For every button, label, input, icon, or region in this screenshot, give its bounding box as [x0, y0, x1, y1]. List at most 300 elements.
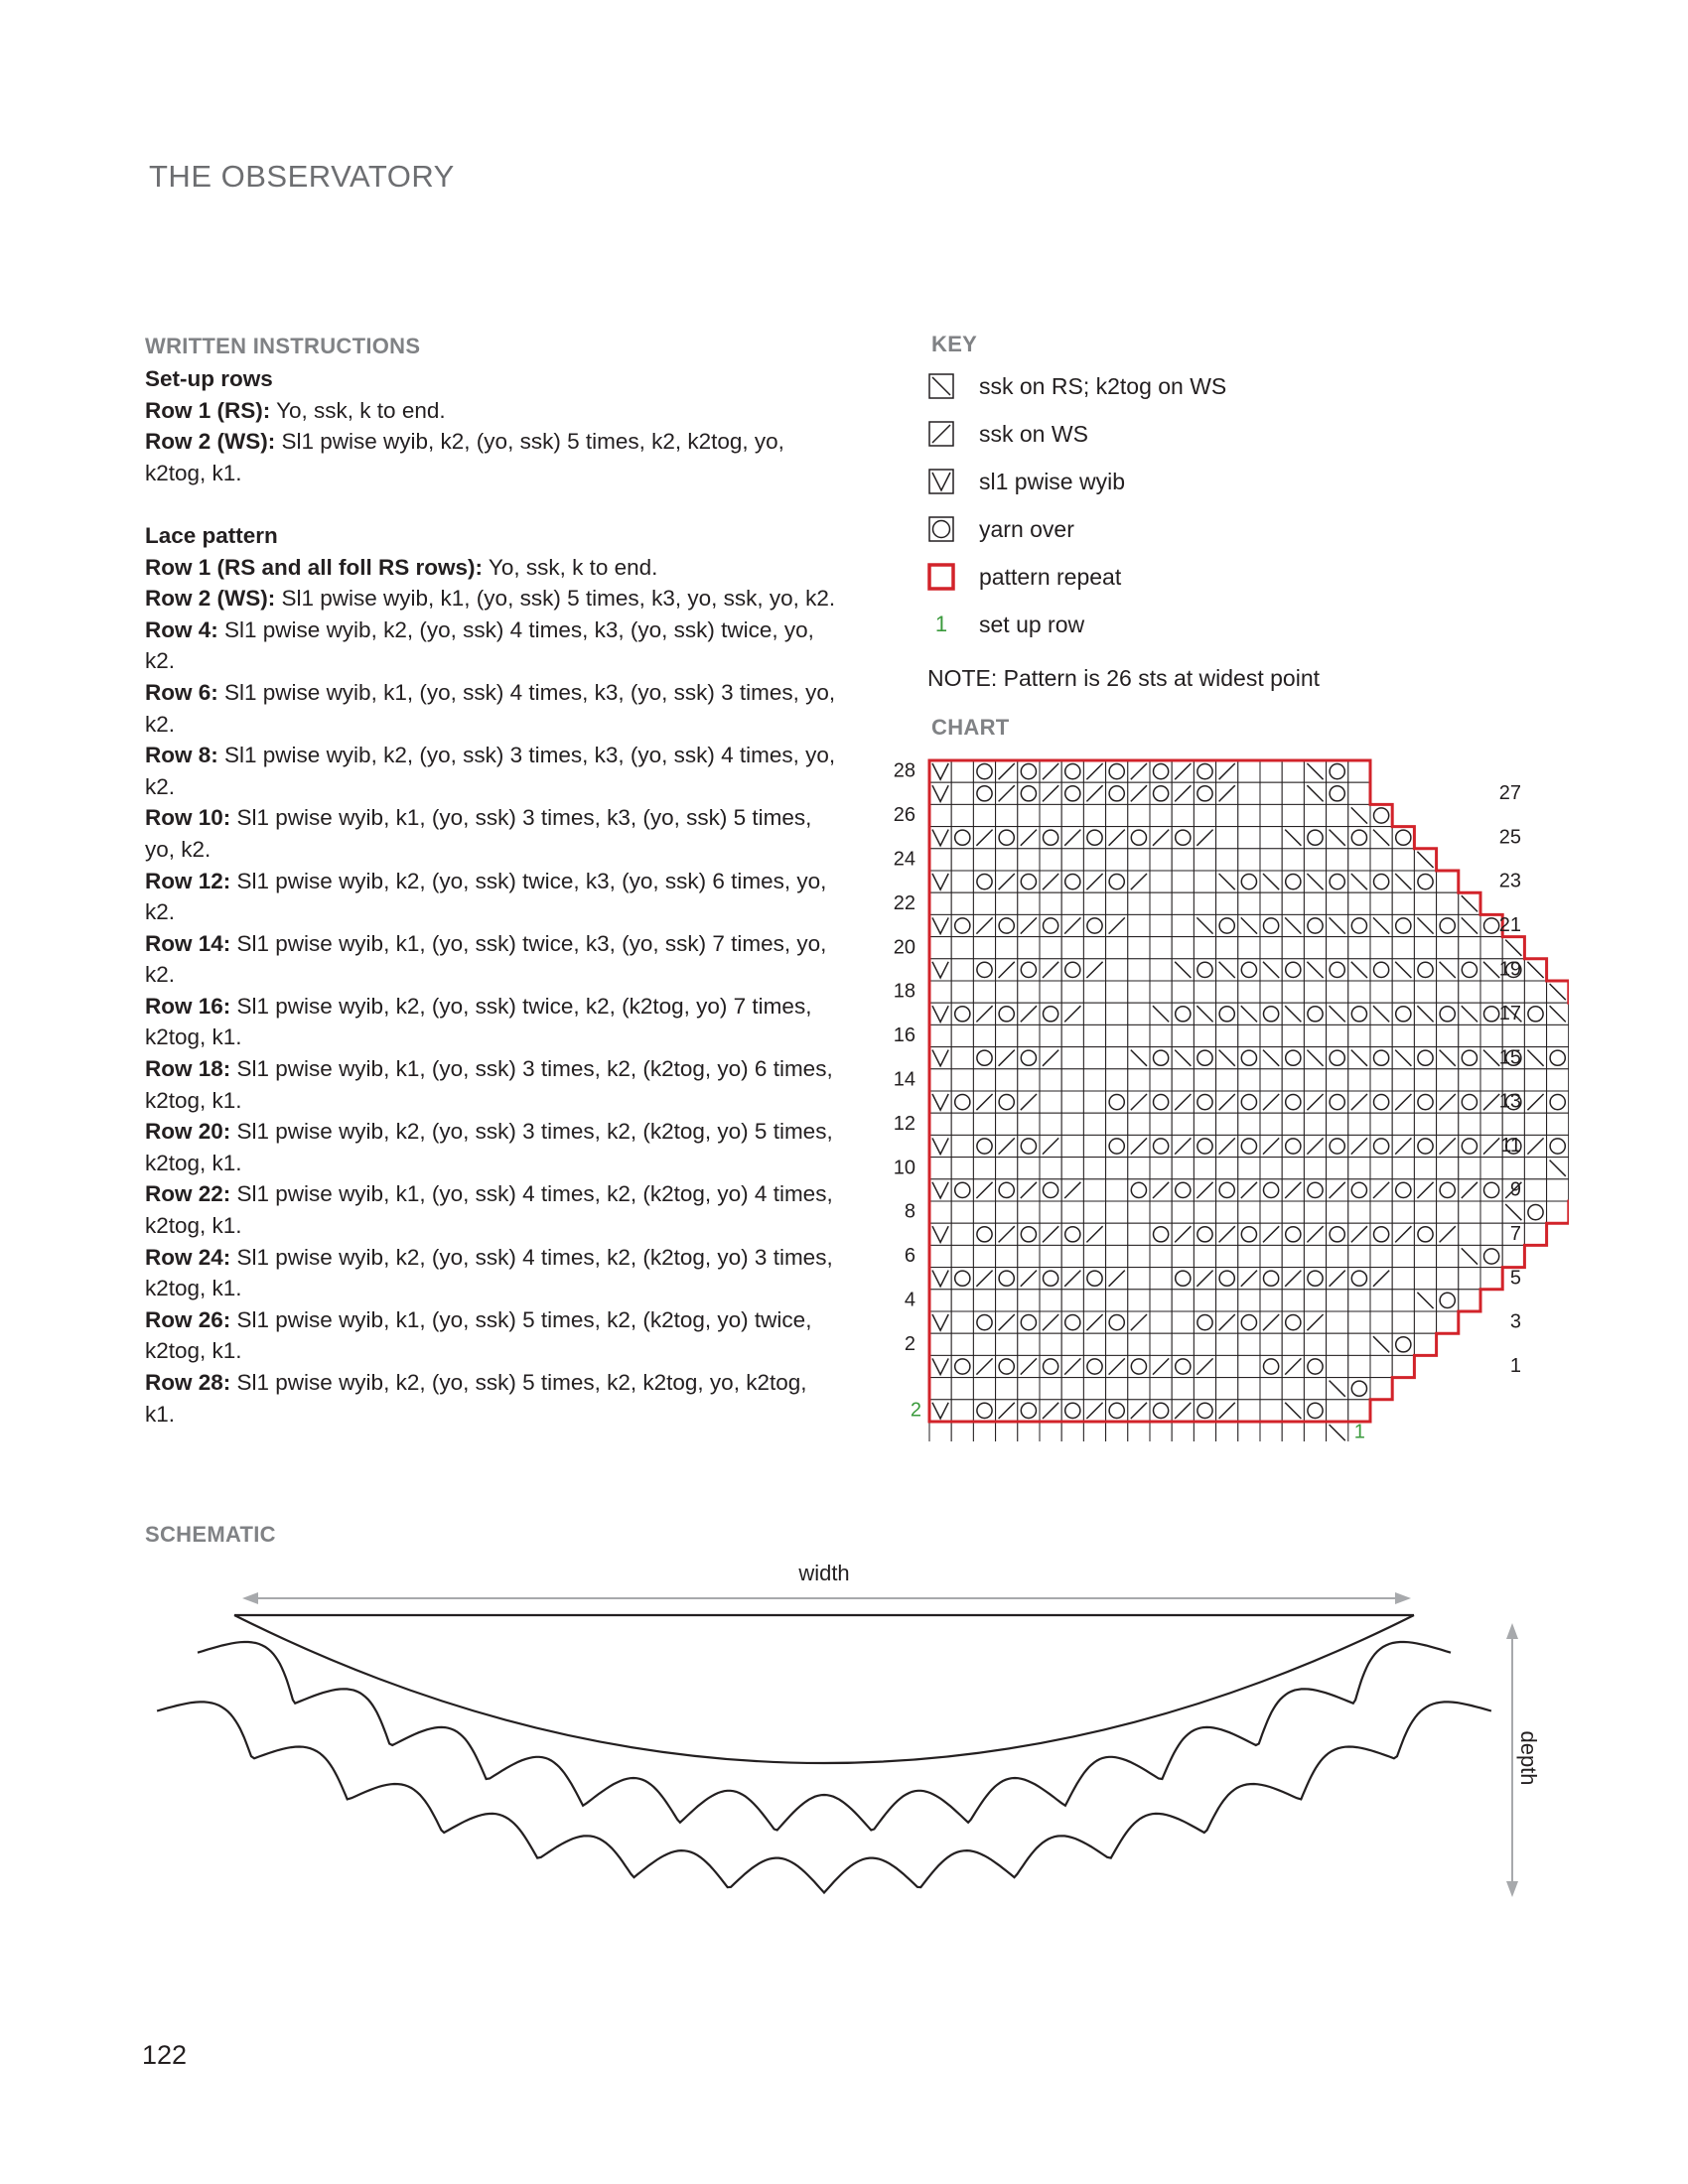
chart-cell	[1150, 1245, 1172, 1267]
chart-cell	[951, 1400, 973, 1422]
chart-cell	[1083, 1201, 1105, 1223]
row-number-left: 16	[893, 1024, 915, 1047]
instruction-row	[145, 552, 840, 584]
written-instructions-heading: WRITTEN INSTRUCTIONS	[145, 334, 421, 358]
chart-cell	[1172, 937, 1194, 959]
row-number-right: 19	[1498, 958, 1521, 981]
chart-cell	[1260, 1245, 1282, 1267]
chart-cell	[1150, 1378, 1172, 1400]
chart-cell	[1282, 760, 1304, 782]
chart-cell	[1260, 1069, 1282, 1091]
chart-cell	[1150, 849, 1172, 871]
chart-cell	[1502, 1158, 1524, 1179]
chart-cell	[1392, 1268, 1414, 1290]
chart-cell	[1260, 937, 1282, 959]
row-label: Row 1 (RS):	[145, 397, 271, 423]
chart-cell	[1437, 1245, 1459, 1267]
circle-icon	[927, 515, 955, 543]
chart-cell	[1370, 1245, 1392, 1267]
chart-cell	[1370, 1158, 1392, 1179]
chart-cell	[1150, 959, 1172, 981]
row-label: Row 1 (RS and all foll RS rows):	[145, 554, 484, 580]
key-item	[927, 512, 1074, 546]
chart-cell	[1018, 849, 1040, 871]
chart-cell	[1392, 1113, 1414, 1135]
chart-cell	[1172, 1378, 1194, 1400]
chart-cell	[1260, 1024, 1282, 1046]
chart-cell	[1327, 1201, 1348, 1223]
chart-cell	[1238, 1355, 1260, 1377]
chart-cell	[1106, 1158, 1128, 1179]
row-number-right: 1	[1509, 1355, 1521, 1378]
chart-cell	[1106, 937, 1128, 959]
row-text: Sl1 pwise wyib, k2, (yo, ssk) 4 times, k3, (yo, ssk) twice, yo, k2.	[145, 616, 814, 674]
chart-cell	[1106, 1378, 1128, 1400]
instruction-row	[145, 1242, 840, 1304]
chart-cell	[1370, 1201, 1392, 1223]
row-number-left: 4	[904, 1289, 915, 1311]
chart-cell	[1106, 1422, 1128, 1441]
chart-cell	[1327, 1024, 1348, 1046]
chart-cell	[1327, 937, 1348, 959]
chart-cell	[929, 1024, 951, 1046]
chart-cell	[1480, 1024, 1502, 1046]
chart-cell	[1414, 1311, 1436, 1333]
chart-cell	[951, 1047, 973, 1069]
chart-cell	[973, 981, 995, 1003]
row-number-left: 10	[893, 1157, 915, 1179]
chart-cell	[1172, 1245, 1194, 1267]
setup-heading: Set-up rows	[145, 366, 273, 391]
chart-cell	[1392, 937, 1414, 959]
chart-cell	[951, 782, 973, 804]
chart-cell	[1216, 937, 1238, 959]
chart-cell	[1172, 871, 1194, 892]
chart-cell	[1172, 1113, 1194, 1135]
chart-cell	[1106, 959, 1128, 981]
chart-cell	[1238, 892, 1260, 914]
v-icon	[927, 468, 955, 495]
row-number-right: 13	[1498, 1090, 1521, 1113]
chart-cell	[1260, 1113, 1282, 1135]
chart-cell	[1018, 1158, 1040, 1179]
row-number-left: 8	[904, 1200, 915, 1223]
chart-cell	[1150, 1201, 1172, 1223]
chart-cell	[929, 1333, 951, 1355]
chart-cell	[973, 804, 995, 826]
shawl-schematic	[139, 1554, 1549, 1931]
chart-cell	[1061, 1113, 1083, 1135]
chart-cell	[996, 1069, 1018, 1091]
chart-cell	[1414, 1113, 1436, 1135]
row-text: Sl1 pwise wyib, k2, (yo, ssk) 4 times, k2, (k2tog, yo) 3 times, k2tog, k1.	[145, 1244, 833, 1301]
chart-cell	[1216, 827, 1238, 849]
chart-cell	[929, 1245, 951, 1267]
row-number-left: 22	[893, 891, 915, 914]
chart-cell	[1282, 1069, 1304, 1091]
chart-cell	[1083, 1378, 1105, 1400]
chart-cell	[1327, 892, 1348, 914]
chart-cell	[1524, 1223, 1546, 1245]
chart-cell	[1370, 1311, 1392, 1333]
chart-cell	[1414, 1158, 1436, 1179]
chart-cell	[1260, 981, 1282, 1003]
chart-cell	[973, 1113, 995, 1135]
chart-cell	[1392, 1069, 1414, 1091]
chart-cell	[929, 892, 951, 914]
chart-cell	[996, 849, 1018, 871]
chart-cell	[1194, 1158, 1215, 1179]
chart-cell	[1083, 1135, 1105, 1157]
chart-cell	[1194, 1245, 1215, 1267]
chart-cell	[1128, 1290, 1150, 1311]
chart-cell	[1392, 1158, 1414, 1179]
chart-cell	[1106, 1003, 1128, 1024]
chart-cell	[1216, 892, 1238, 914]
chart-cell	[1083, 804, 1105, 826]
chart-cell	[1370, 1378, 1392, 1400]
row-label: Row 18:	[145, 1056, 231, 1082]
chart-cell	[1083, 1245, 1105, 1267]
instruction-row	[145, 1178, 840, 1241]
chart-cell	[1370, 1290, 1392, 1311]
chart-cell	[1437, 937, 1459, 959]
chart-cell	[1282, 1024, 1304, 1046]
setup-row-number-right: 1	[1353, 1421, 1365, 1441]
row-text: Sl1 pwise wyib, k1, (yo, ssk) 4 times, k2, (k2tog, yo) 4 times, k2tog, k1.	[145, 1181, 833, 1239]
chart-cell	[1414, 1024, 1436, 1046]
chart-cell	[1040, 1113, 1061, 1135]
chart-cell	[929, 1290, 951, 1311]
chart-cell	[1414, 937, 1436, 959]
chart-cell	[1459, 1069, 1480, 1091]
row-text: Sl1 pwise wyib, k1, (yo, ssk) 3 times, k2, (k2tog, yo) 6 times, k2tog, k1.	[145, 1056, 833, 1113]
shawl-outline	[157, 1615, 1491, 1893]
chart-cell	[1392, 892, 1414, 914]
key-label: ssk on WS	[979, 420, 1088, 447]
chart-cell	[1150, 1268, 1172, 1290]
chart-cell	[1061, 1135, 1083, 1157]
chart-cell	[1304, 1158, 1326, 1179]
running-head: THE OBSERVATORY	[149, 159, 455, 194]
chart-cell	[1238, 1400, 1260, 1422]
chart-cell	[1524, 981, 1546, 1003]
chart-cell	[1304, 804, 1326, 826]
chart-cell	[1106, 1069, 1128, 1091]
chart-cell	[1437, 1268, 1459, 1290]
chart-cell	[1128, 1201, 1150, 1223]
chart-cell	[1083, 849, 1105, 871]
chart-cell	[973, 849, 995, 871]
chart-cell	[1172, 1024, 1194, 1046]
chart-cell	[951, 1333, 973, 1355]
row-text: Sl1 pwise wyib, k2, (yo, ssk) twice, k3, (yo, ssk) 6 times, yo, k2.	[145, 868, 827, 925]
chart-cell	[1304, 1113, 1326, 1135]
row-label: Row 26:	[145, 1306, 231, 1332]
instruction-row	[145, 928, 840, 991]
chart-cell	[1370, 981, 1392, 1003]
chart-cell	[1437, 1311, 1459, 1333]
chart-cell	[1150, 1113, 1172, 1135]
chart-cell	[1348, 760, 1370, 782]
chart-cell	[1348, 1290, 1370, 1311]
chart-cell	[1304, 1290, 1326, 1311]
chart-cell	[1370, 849, 1392, 871]
instruction-row	[145, 1367, 840, 1430]
chart-cell	[1194, 937, 1215, 959]
chart-cell	[1128, 1223, 1150, 1245]
chart-cell	[951, 1311, 973, 1333]
chart-cell	[1480, 1069, 1502, 1091]
chart-cell	[1238, 981, 1260, 1003]
chart-cell	[1194, 1290, 1215, 1311]
chart-cell	[1480, 981, 1502, 1003]
chart-cell	[1370, 1113, 1392, 1135]
chart-cell	[1194, 892, 1215, 914]
chart-cell	[1128, 1422, 1150, 1441]
chart-cell	[1480, 1113, 1502, 1135]
chart-cell	[1327, 1069, 1348, 1091]
row-number-right: 9	[1509, 1178, 1521, 1201]
chart-cell	[1194, 1024, 1215, 1046]
chart-cell	[1459, 1113, 1480, 1135]
chart-cell	[1524, 1069, 1546, 1091]
chart-cell	[1502, 981, 1524, 1003]
chart-cell	[1216, 1113, 1238, 1135]
chart-cell	[1437, 892, 1459, 914]
row-number-left: 14	[893, 1068, 915, 1091]
chart-cell	[1106, 1113, 1128, 1135]
chart-cell	[1348, 1311, 1370, 1333]
chart-cell	[1216, 1024, 1238, 1046]
chart-cell	[1414, 1268, 1436, 1290]
chart-cell	[1238, 1069, 1260, 1091]
row-label: Row 20:	[145, 1119, 231, 1145]
setup-rows	[145, 395, 840, 489]
key-item	[927, 608, 1085, 641]
row-text: Sl1 pwise wyib, k2, (yo, ssk) 3 times, k2, (k2tog, yo) 5 times, k2tog, k1.	[145, 1119, 833, 1175]
chart-cell	[951, 1024, 973, 1046]
chart-cell	[1437, 1158, 1459, 1179]
chart-cell	[1083, 1179, 1105, 1201]
chart-cell	[1106, 981, 1128, 1003]
chart-cell	[1282, 1290, 1304, 1311]
chart-cell	[951, 937, 973, 959]
chart-cell	[1061, 981, 1083, 1003]
chart-cell	[996, 892, 1018, 914]
chart-cell	[1480, 1158, 1502, 1179]
chart-cell	[1128, 1333, 1150, 1355]
key-label: sl1 pwise wyib	[979, 468, 1125, 494]
chart-cell	[1437, 871, 1459, 892]
chart-cell	[1106, 849, 1128, 871]
chart-cell	[1459, 1290, 1480, 1311]
chart-cell	[1480, 1223, 1502, 1245]
chart-cell	[1216, 1158, 1238, 1179]
chart-cell	[1238, 1113, 1260, 1135]
chart-cell	[1348, 782, 1370, 804]
chart-cell	[996, 937, 1018, 959]
chart-cell	[1238, 1245, 1260, 1267]
chart-cell	[1238, 1422, 1260, 1441]
row-number-right: 15	[1498, 1046, 1521, 1069]
chart-cell	[1040, 1290, 1061, 1311]
row-text: Sl1 pwise wyib, k1, (yo, ssk) twice, k3, (yo, ssk) 7 times, yo, k2.	[145, 930, 827, 988]
chart-cell	[973, 892, 995, 914]
row-text: Yo, ssk, k to end.	[483, 554, 658, 580]
lace-rows	[145, 552, 840, 1431]
chart-cell	[1128, 1268, 1150, 1290]
chart-cell	[951, 1201, 973, 1223]
chart-cell	[1128, 914, 1150, 936]
chart-cell	[1106, 1223, 1128, 1245]
row-label: Row 2 (WS):	[145, 429, 276, 455]
chart-cell	[1414, 1069, 1436, 1091]
row-label: Row 4:	[145, 616, 218, 642]
knitting-chart	[854, 747, 1569, 1441]
chart-cell	[1392, 1290, 1414, 1311]
instruction-row	[145, 1053, 840, 1116]
chart-cell	[1106, 1201, 1128, 1223]
chart-cell	[1150, 1290, 1172, 1311]
chart-cell	[1524, 1113, 1546, 1135]
chart-cell	[1194, 1333, 1215, 1355]
chart-cell	[1150, 937, 1172, 959]
instruction-row	[145, 802, 840, 865]
chart-cell	[1304, 1378, 1326, 1400]
chart-cell	[1061, 1422, 1083, 1441]
chart-cell	[1018, 1333, 1040, 1355]
chart-cell	[1040, 981, 1061, 1003]
backslash-icon	[927, 372, 955, 400]
chart-cell	[1327, 849, 1348, 871]
chart-cell	[1040, 1069, 1061, 1091]
chart-cell	[1083, 1003, 1105, 1024]
chart-cell	[1040, 1422, 1061, 1441]
chart-cell	[1061, 1091, 1083, 1113]
chart-cell	[1238, 804, 1260, 826]
chart-cell	[1216, 1201, 1238, 1223]
row-number-left: 2	[904, 1332, 915, 1355]
chart-cell	[1216, 1355, 1238, 1377]
row-number-left: 6	[904, 1245, 915, 1268]
chart-cell	[929, 1201, 951, 1223]
chart-cell	[1304, 1201, 1326, 1223]
chart-cell	[1172, 1333, 1194, 1355]
chart-cell	[1524, 1158, 1546, 1179]
chart-cell	[951, 1069, 973, 1091]
chart-cell	[1040, 892, 1061, 914]
chart-cell	[1348, 892, 1370, 914]
row-number-left: 28	[893, 759, 915, 782]
chart-cell	[1083, 1091, 1105, 1113]
chart-cell	[1502, 1245, 1524, 1267]
chart-cell	[1348, 1201, 1370, 1223]
chart-cell	[1040, 1245, 1061, 1267]
chart-cell	[1061, 1047, 1083, 1069]
pattern-note: NOTE: Pattern is 26 sts at widest point	[927, 665, 1320, 691]
chart-cell	[996, 804, 1018, 826]
chart-cell	[1414, 981, 1436, 1003]
chart-cell	[1524, 1179, 1546, 1201]
chart-cell	[929, 1378, 951, 1400]
chart-cell	[1216, 1422, 1238, 1441]
chart-cell	[1304, 892, 1326, 914]
chart-cell	[1414, 1245, 1436, 1267]
row-text: Sl1 pwise wyib, k1, (yo, ssk) 3 times, k3, (yo, ssk) 5 times, yo, k2.	[145, 805, 812, 862]
chart-cell	[1260, 1333, 1282, 1355]
chart-cell	[1238, 1333, 1260, 1355]
chart-cell	[1018, 892, 1040, 914]
chart-cell	[1304, 1024, 1326, 1046]
chart-cell	[1304, 1422, 1326, 1441]
row-number-left: 26	[893, 804, 915, 827]
chart-cell	[1547, 1179, 1569, 1201]
row-label: Row 14:	[145, 930, 231, 956]
chart-cell	[1370, 1024, 1392, 1046]
chart-cell	[996, 1422, 1018, 1441]
chart-cell	[1459, 937, 1480, 959]
chart-cell	[1172, 981, 1194, 1003]
chart-cell	[1327, 1245, 1348, 1267]
chart-cell	[1106, 1245, 1128, 1267]
chart-cell	[1106, 804, 1128, 826]
chart-cell	[1040, 804, 1061, 826]
chart-cell	[929, 1422, 951, 1441]
chart-cell	[1128, 981, 1150, 1003]
instruction-row	[145, 740, 840, 802]
chart-cell	[951, 760, 973, 782]
chart-cell	[1194, 804, 1215, 826]
chart-cell	[1437, 1024, 1459, 1046]
chart-cell	[951, 1245, 973, 1267]
chart-cell	[1172, 1069, 1194, 1091]
chart-cell	[1172, 1422, 1194, 1441]
chart-cell	[1304, 1333, 1326, 1355]
chart-cell	[951, 1378, 973, 1400]
row-text: Yo, ssk, k to end.	[270, 397, 446, 423]
chart-cell	[1260, 1422, 1282, 1441]
chart-cell	[951, 1422, 973, 1441]
row-number-right: 11	[1500, 1135, 1521, 1158]
chart-cell	[1150, 1422, 1172, 1441]
chart-cell	[1437, 1069, 1459, 1091]
chart-cell	[1437, 1113, 1459, 1135]
key-label: pattern repeat	[979, 563, 1122, 590]
chart-cell	[1327, 1333, 1348, 1355]
chart-cell	[1480, 1201, 1502, 1223]
chart-cell	[1304, 981, 1326, 1003]
row-label: Row 6:	[145, 679, 218, 705]
written-instructions	[145, 363, 840, 1430]
schematic-heading: SCHEMATIC	[145, 1522, 276, 1547]
chart-cell	[1128, 959, 1150, 981]
chart-cell	[1282, 892, 1304, 914]
row-text: Sl1 pwise wyib, k2, (yo, ssk) twice, k2, (k2tog, yo) 7 times, k2tog, k1.	[145, 993, 812, 1050]
chart-cell	[1238, 782, 1260, 804]
number-icon: 1	[934, 612, 948, 636]
chart-cell	[973, 1333, 995, 1355]
chart-cell	[1128, 1245, 1150, 1267]
chart-cell	[1216, 1245, 1238, 1267]
chart-cell	[1061, 1378, 1083, 1400]
chart-cell	[1327, 1355, 1348, 1377]
chart-cell	[973, 937, 995, 959]
key-item	[927, 560, 1122, 594]
chart-cell	[1348, 1400, 1370, 1422]
slash-icon	[927, 420, 955, 448]
chart-cell	[1392, 1355, 1414, 1377]
